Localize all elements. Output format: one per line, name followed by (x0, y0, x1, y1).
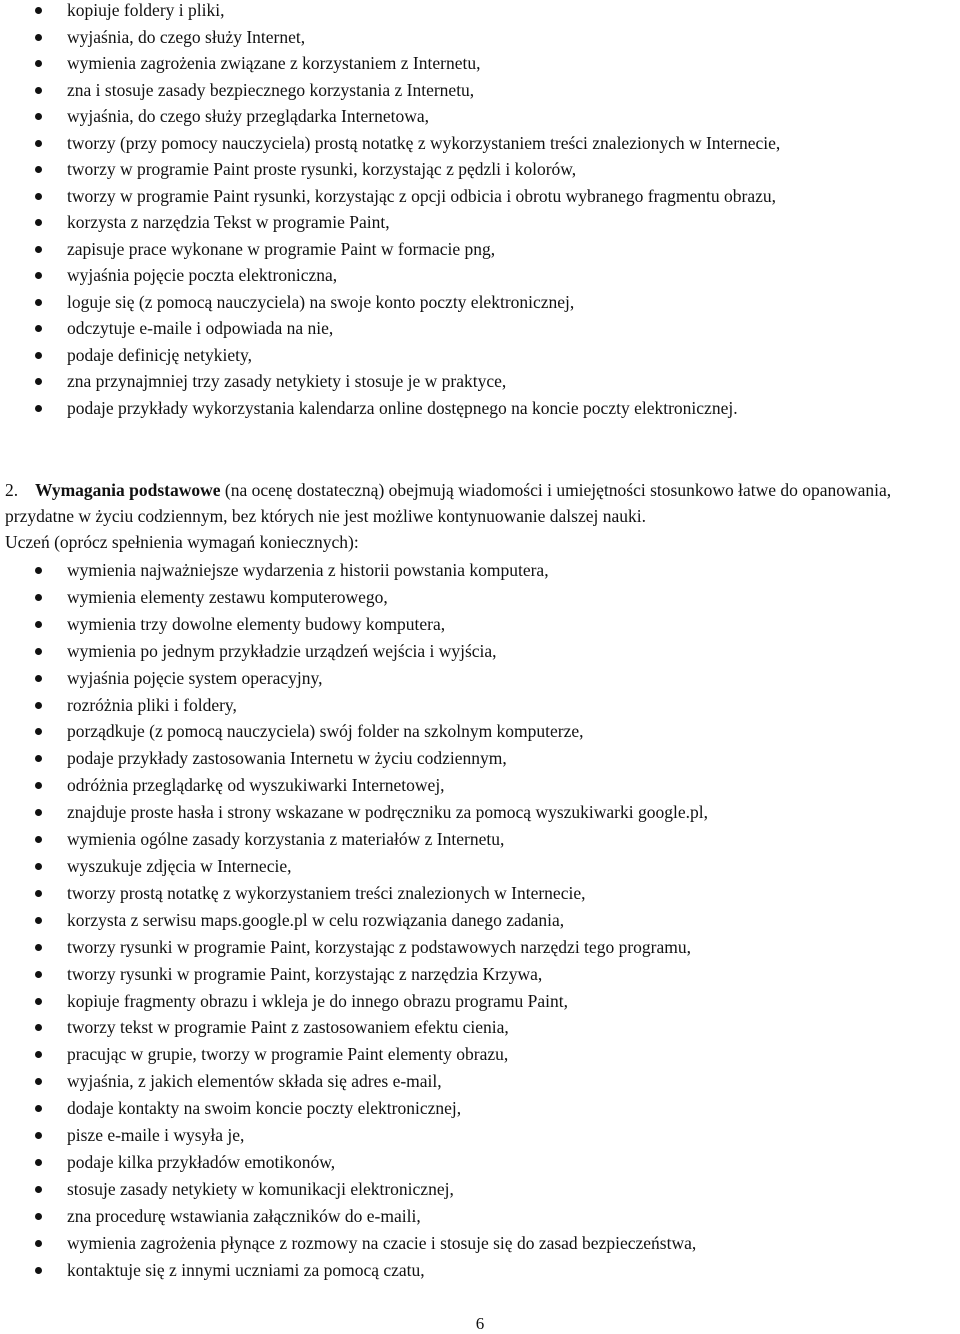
list-item: porządkuje (z pomocą nauczyciela) swój folder na szkolnym komputerze, (0, 718, 952, 745)
list-item: stosuje zasady netykiety w komunikacji elektronicznej, (0, 1176, 952, 1203)
section-intro: Uczeń (oprócz spełnienia wymagań koniecznych): (5, 532, 359, 552)
list-item: wyjaśnia, do czego służy Internet, (0, 24, 960, 51)
list-item: wymienia elementy zestawu komputerowego, (0, 584, 952, 611)
list-item: korzysta z narzędzia Tekst w programie Paint, (0, 209, 960, 236)
list-item: tworzy rysunki w programie Paint, korzystając z podstawowych narzędzi tego programu, (0, 934, 952, 961)
basic-requirements-list (0, 557, 952, 1283)
list-item: wymienia ogólne zasady korzystania z materiałów z Internetu, (0, 826, 952, 853)
list-item: wyjaśnia pojęcie system operacyjny, (0, 665, 952, 692)
list-item: tworzy w programie Paint proste rysunki, korzystając z pędzli i kolorów, (0, 156, 960, 183)
list-item: wymienia trzy dowolne elementy budowy komputera, (0, 611, 952, 638)
list-item: odróżnia przeglądarkę od wyszukiwarki Internetowej, (0, 772, 952, 799)
list-item: kontaktuje się z innymi uczniami za pomocą czatu, (0, 1257, 952, 1284)
section-description: (na ocenę dostateczną) obejmują wiadomości i umiejętności stosunkowo łatwe do opanowania, przydatne w życiu codziennym, bez których nie jest możliwe kontynuowanie dalszej nauki. (5, 480, 892, 526)
list-item: kopiuje foldery i pliki, (0, 0, 960, 24)
list-item: pisze e-maile i wysyła je, (0, 1122, 952, 1149)
list-item: zna i stosuje zasady bezpiecznego korzystania z Internetu, (0, 77, 960, 104)
section-number: 2. (5, 480, 19, 500)
page-number: 6 (475, 1314, 485, 1333)
section-title: Wymagania podstawowe (35, 480, 221, 500)
list-item: pracując w grupie, tworzy w programie Paint elementy obrazu, (0, 1041, 952, 1068)
list-item: podaje przykłady wykorzystania kalendarza online dostępnego na koncie poczty elektronicznej. (0, 395, 960, 422)
list-item: tworzy (przy pomocy nauczyciela) prostą notatkę z wykorzystaniem treści znalezionych w Internecie, (0, 130, 960, 157)
list-item: tworzy rysunki w programie Paint, korzystając z narzędzia Krzywa, (0, 961, 952, 988)
list-item: rozróżnia pliki i foldery, (0, 692, 952, 719)
list-item: podaje przykłady zastosowania Internetu w życiu codziennym, (0, 745, 952, 772)
list-item: podaje definicję netykiety, (0, 342, 960, 369)
list-item: wymienia najważniejsze wydarzenia z historii powstania komputera, (0, 557, 952, 584)
list-item: wymienia zagrożenia płynące z rozmowy na czacie i stosuje się do zasad bezpieczeństwa, (0, 1230, 952, 1257)
section-basic-requirements (0, 477, 952, 1283)
list-item: tworzy w programie Paint rysunki, korzystając z opcji odbicia i obrotu wybranego fragmentu obrazu, (0, 183, 960, 210)
list-item: wymienia po jednym przykładzie urządzeń wejścia i wyjścia, (0, 638, 952, 665)
list-item: znajduje proste hasła i strony wskazane w podręczniku za pomocą wyszukiwarki google.pl, (0, 799, 952, 826)
list-item: korzysta z serwisu maps.google.pl w celu rozwiązania danego zadania, (0, 907, 952, 934)
list-item: zna procedurę wstawiania załączników do e-maili, (0, 1203, 952, 1230)
list-item: odczytuje e-maile i odpowiada na nie, (0, 315, 960, 342)
list-item: dodaje kontakty na swoim koncie poczty elektronicznej, (0, 1095, 952, 1122)
list-item: zapisuje prace wykonane w programie Paint w formacie png, (0, 236, 960, 263)
list-item: podaje kilka przykładów emotikonów, (0, 1149, 952, 1176)
requirements-list-continued (0, 0, 960, 421)
list-item: tworzy tekst w programie Paint z zastosowaniem efektu cienia, (0, 1014, 952, 1041)
list-item: wyjaśnia, do czego służy przeglądarka Internetowa, (0, 103, 960, 130)
list-item: wyjaśnia pojęcie poczta elektroniczna, (0, 262, 960, 289)
list-item: wymienia zagrożenia związane z korzystaniem z Internetu, (0, 50, 960, 77)
list-item: loguje się (z pomocą nauczyciela) na swoje konto poczty elektronicznej, (0, 289, 960, 316)
list-item: kopiuje fragmenty obrazu i wkleja je do innego obrazu programu Paint, (0, 988, 952, 1015)
list-item: wyszukuje zdjęcia w Internecie, (0, 853, 952, 880)
list-item: wyjaśnia, z jakich elementów składa się adres e-mail, (0, 1068, 952, 1095)
list-item: zna przynajmniej trzy zasady netykiety i stosuje je w praktyce, (0, 368, 960, 395)
section-heading-paragraph (0, 477, 952, 529)
list-item: tworzy prostą notatkę z wykorzystaniem treści znalezionych w Internecie, (0, 880, 952, 907)
